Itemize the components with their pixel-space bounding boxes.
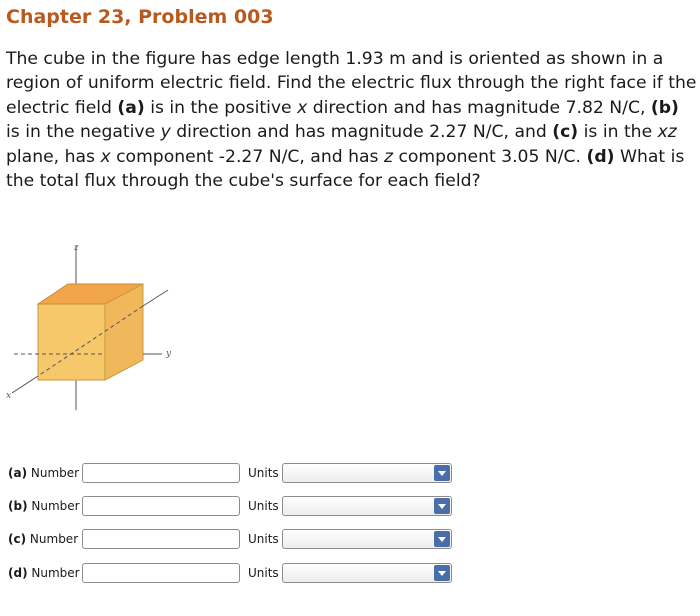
part-b-marker: (b) [650, 97, 679, 118]
problem-text: The cube in the figure has edge length 1.93 m and is oriented as shown in a region of uniform electric field. Find the electric flux through the right face if the electric field [6, 49, 697, 118]
variable-y: y [160, 122, 171, 143]
variable-xz: xz [657, 122, 677, 143]
variable-z: z [383, 146, 393, 167]
part-a-marker: (a) [117, 97, 145, 118]
chevron-down-icon[interactable] [434, 498, 450, 514]
number-label: Number [31, 566, 80, 580]
units-dropdown-c[interactable] [282, 529, 452, 549]
answer-row-d [8, 563, 458, 585]
units-label-b: Units [248, 499, 279, 513]
problem-text: component 3.05 N/C. [393, 146, 587, 167]
chevron-down-icon[interactable] [434, 465, 450, 481]
part-marker: (d) [8, 566, 28, 580]
part-c-marker: (c) [552, 122, 579, 143]
part-d-marker: (d) [586, 146, 615, 167]
problem-text: direction and has magnitude 7.82 N/C, [307, 97, 651, 118]
problem-text: What is the total flux through the cube's surface for each field? [6, 146, 685, 192]
number-label: Number [31, 499, 80, 513]
part-marker: (a) [8, 466, 28, 480]
x-axis [12, 376, 38, 393]
cube-figure [0, 236, 190, 416]
units-dropdown-d[interactable] [282, 563, 452, 583]
number-label: Number [29, 532, 79, 546]
answer-label-a [8, 466, 79, 480]
chevron-down-icon[interactable] [434, 565, 450, 581]
part-marker: (b) [8, 499, 28, 513]
problem-text: plane, has [6, 146, 101, 167]
answer-label-b [8, 499, 80, 513]
units-label-d: Units [248, 566, 279, 580]
variable-x: x [100, 146, 111, 167]
problem-text: is in the positive [144, 97, 298, 118]
number-label: Number [30, 466, 80, 480]
number-input-d[interactable] [82, 563, 240, 583]
units-dropdown-b[interactable] [282, 496, 452, 516]
z-axis-label: z [74, 243, 79, 253]
units-label-c: Units [248, 532, 279, 546]
answer-row-a [8, 463, 458, 485]
answer-row-c [8, 529, 458, 551]
page-title: Chapter 23, Problem 003 [6, 6, 274, 28]
number-input-b[interactable] [82, 496, 240, 516]
part-marker: (c) [8, 532, 27, 546]
answer-label-c [8, 532, 78, 546]
chevron-down-icon[interactable] [434, 531, 450, 547]
cube-front-face [38, 304, 105, 380]
problem-statement [6, 47, 698, 193]
answer-row-b [8, 496, 458, 518]
problem-text: is in the [578, 122, 658, 143]
units-label-a: Units [248, 466, 279, 480]
x-axis-label: x [6, 391, 12, 401]
problem-text: is in the negative [6, 122, 161, 143]
number-input-c[interactable] [82, 529, 240, 549]
problem-text: component -2.27 N/C, and has [110, 146, 384, 167]
variable-x: x [297, 97, 308, 118]
number-input-a[interactable] [82, 463, 240, 483]
problem-text: direction and has magnitude 2.27 N/C, and [170, 122, 553, 143]
y-axis-label: y [166, 349, 172, 359]
x-axis-back [143, 290, 168, 306]
units-dropdown-a[interactable] [282, 463, 452, 483]
answer-label-d [8, 566, 80, 580]
